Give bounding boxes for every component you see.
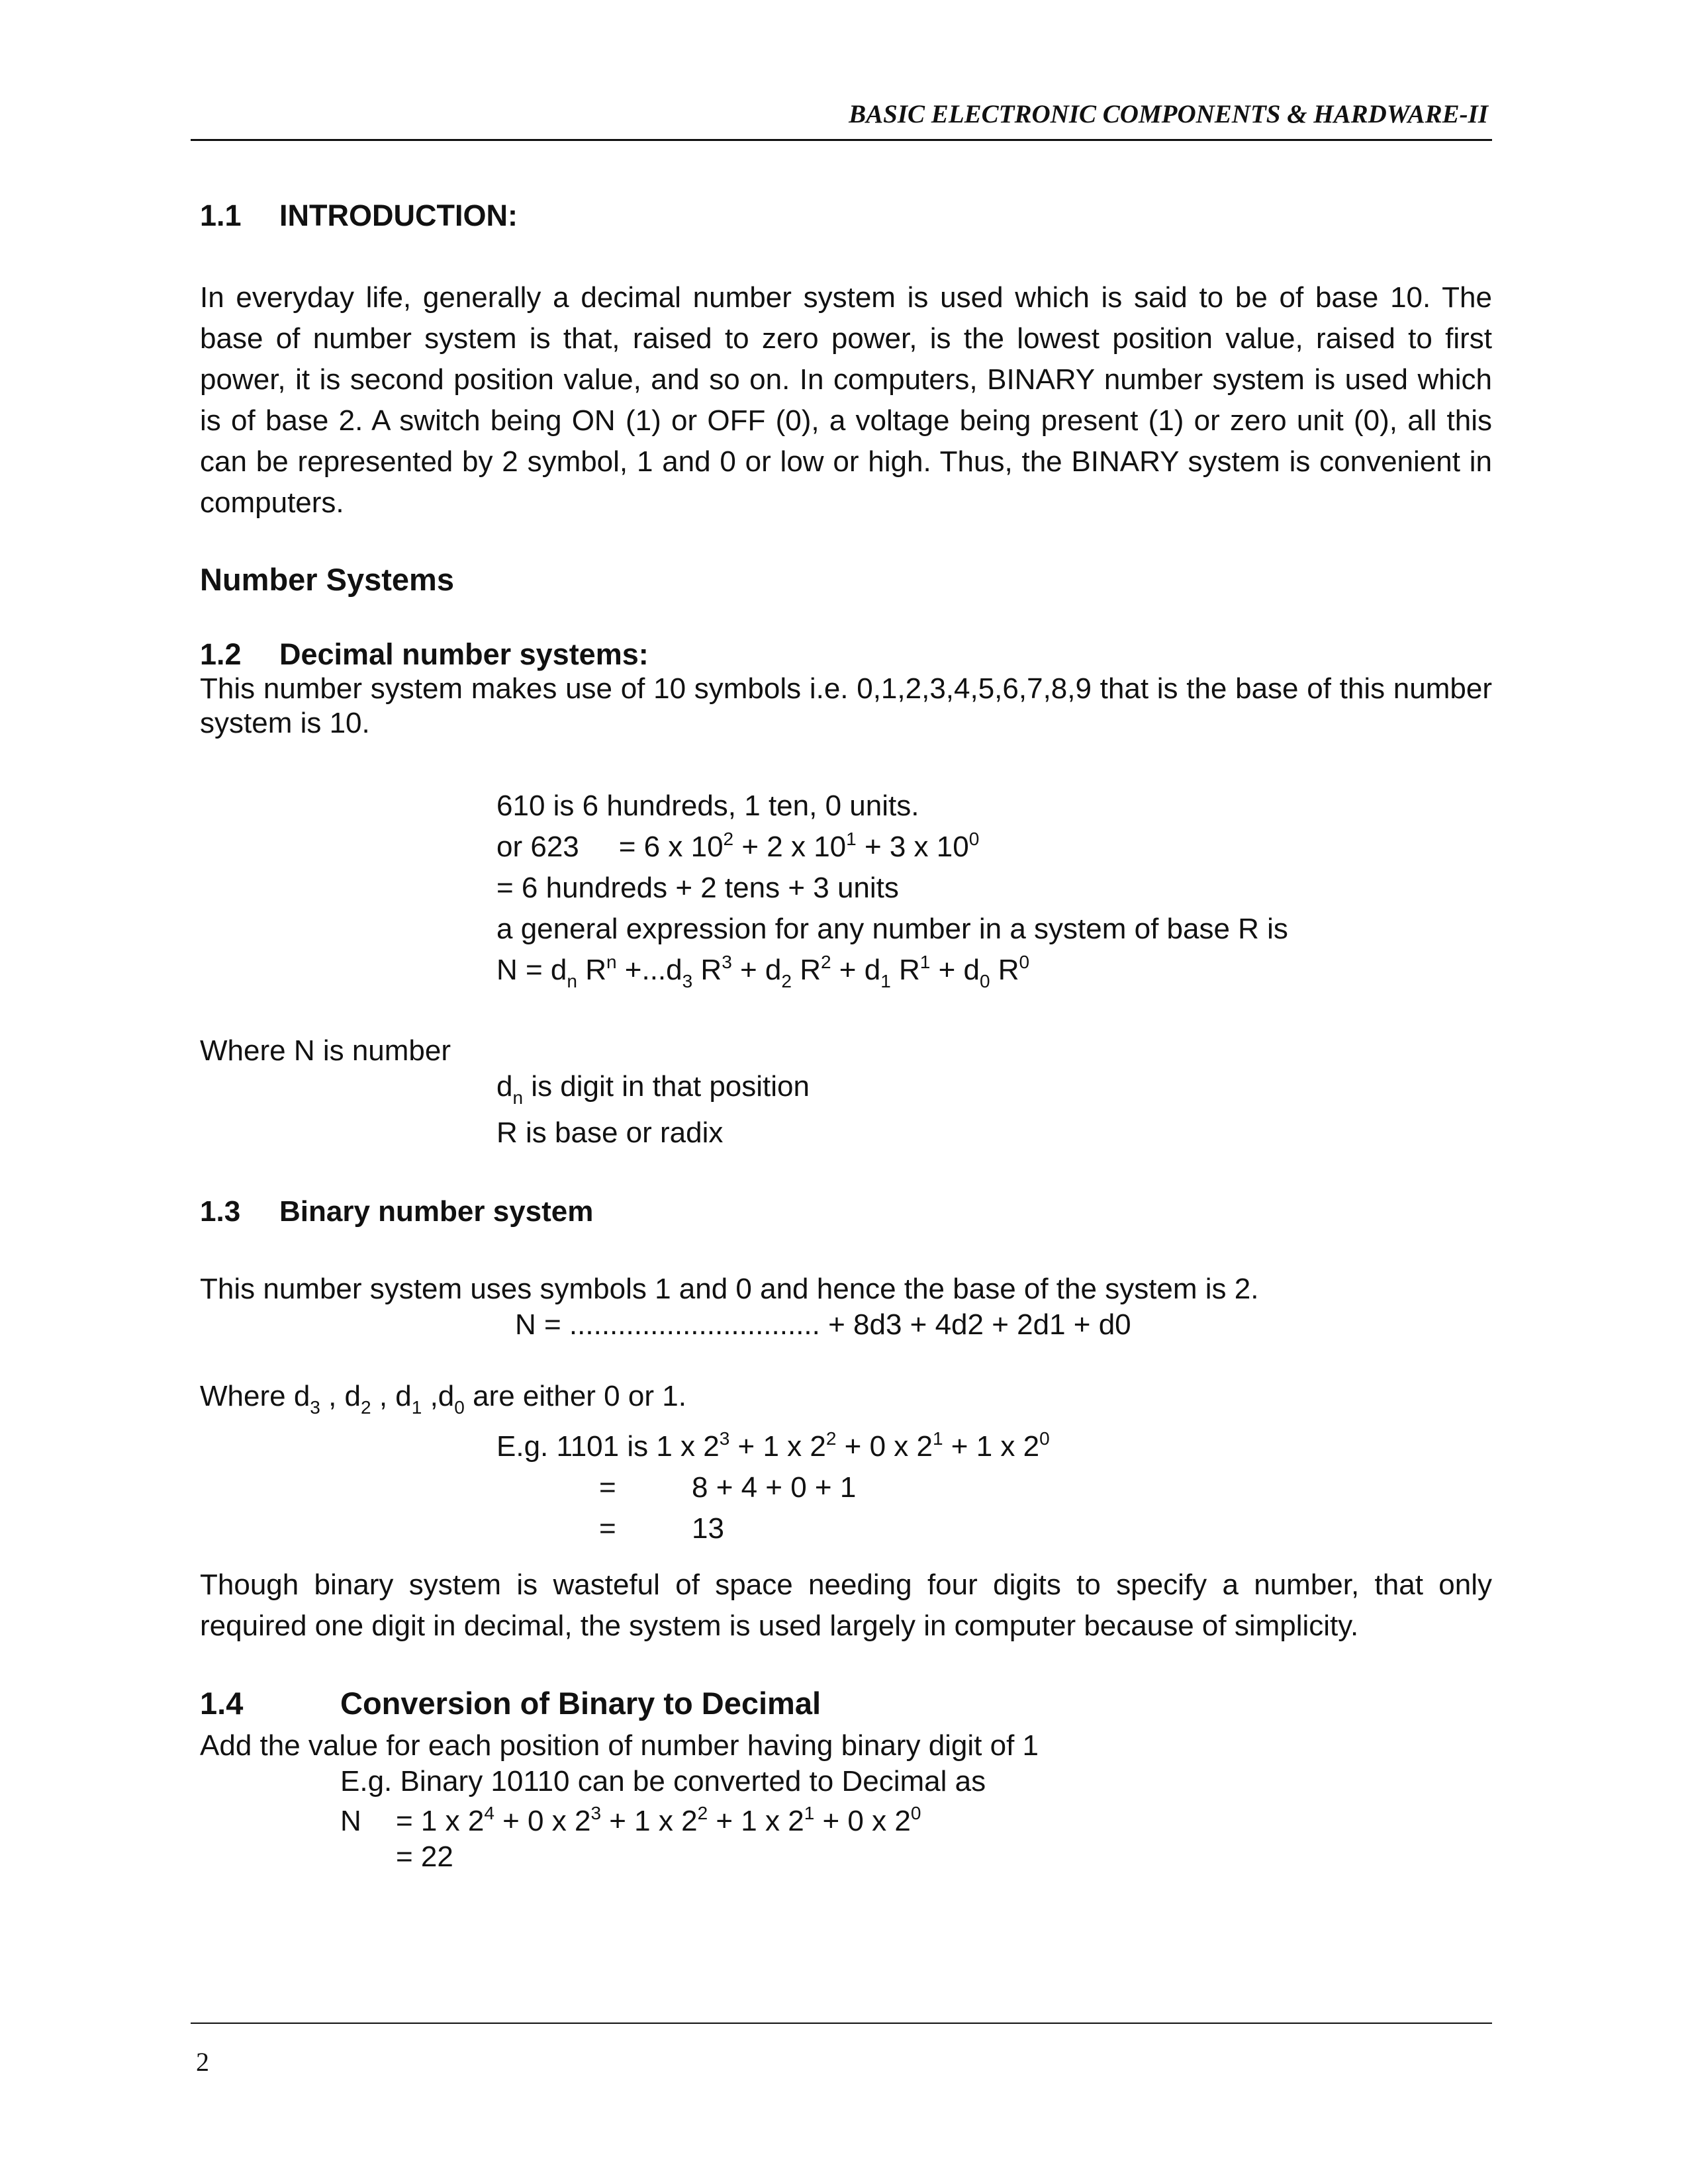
exponent: 4	[484, 1803, 494, 1823]
exponent: 2	[723, 829, 734, 849]
exponent: 2	[820, 952, 831, 972]
where-n-line: Where N is number	[200, 1034, 451, 1067]
exponent: 3	[719, 1428, 730, 1449]
term: R	[577, 954, 606, 986]
subscript: n	[567, 971, 577, 991]
equals-sign: =	[599, 1512, 616, 1545]
term: is digit in that position	[523, 1070, 810, 1103]
intro-paragraph: In everyday life, generally a decimal number system is used which is said to be of base 10. The base of number system is that, raised to zero power, is the lowest position value, raised to first power, it is second position value, and so on. In computers, BINARY number system is used which is of base 2. A switch being ON (1) or OFF (0), a voltage being present (1) or zero unit (0), all this can be represented by 2 symbol, 1 and 0 or low or high. Thus, the BINARY system is convenient in computers.	[200, 281, 1492, 519]
term: ,d	[422, 1380, 455, 1412]
binary-example-line	[496, 1430, 1050, 1464]
exponent: 1	[846, 829, 857, 849]
exponent: 3	[590, 1803, 602, 1823]
section-1-2-heading	[200, 637, 649, 672]
section-number: 1.2	[200, 637, 242, 671]
decimal-example-line-4: a general expression for any number in a system of base R is	[496, 913, 1288, 945]
term: + 0 x 2	[814, 1805, 911, 1837]
term: + 1 x 2	[601, 1805, 698, 1837]
subscript: n	[512, 1087, 524, 1108]
exponent: 1	[919, 952, 931, 972]
binary-equals-line-2	[599, 1512, 724, 1546]
subscript: 3	[682, 971, 693, 991]
term: N = d	[496, 954, 567, 986]
section-number: 1.4	[200, 1686, 244, 1721]
number-systems-heading: Number Systems	[200, 562, 454, 597]
section-title: Decimal number systems:	[279, 637, 649, 671]
conversion-result: = 22	[396, 1841, 453, 1873]
subscript: 0	[454, 1397, 465, 1418]
term: R	[692, 954, 722, 986]
section-title: Binary number system	[279, 1195, 594, 1228]
exponent: 0	[968, 829, 980, 849]
section-number: 1.1	[200, 199, 242, 232]
subscript: 3	[310, 1397, 320, 1418]
binary-intro-line: This number system uses symbols 1 and 0 and hence the base of the system is 2.	[200, 1273, 1259, 1305]
term: + 1 x 2	[943, 1430, 1040, 1463]
term: d	[496, 1070, 513, 1103]
footer-rule	[191, 2023, 1492, 2024]
decimal-example-line-2	[496, 830, 979, 864]
term: = 1 x 2	[396, 1805, 485, 1837]
exponent: 3	[722, 952, 732, 972]
where-r-line: R is base or radix	[496, 1116, 724, 1149]
section-1-1-heading	[200, 199, 518, 233]
term: +...d	[616, 954, 682, 986]
general-formula	[496, 952, 1030, 991]
exponent: 0	[1019, 952, 1030, 972]
where-d-line	[496, 1069, 810, 1108]
page-number: 2	[196, 2047, 209, 2077]
term: + 1 x 2	[729, 1430, 826, 1463]
n-label: N	[340, 1805, 361, 1837]
binary-equals-line-1	[599, 1471, 856, 1505]
decimal-example-line-3: = 6 hundreds + 2 tens + 3 units	[496, 872, 899, 904]
equals-sign: =	[599, 1471, 616, 1504]
conversion-line-1: Add the value for each position of number having binary digit of 1	[200, 1729, 1039, 1762]
term: , d	[371, 1380, 412, 1412]
exponent: 1	[932, 1428, 943, 1449]
exponent: 0	[910, 1803, 921, 1823]
section-number: 1.3	[200, 1195, 241, 1228]
term: + 1 x 2	[708, 1805, 804, 1837]
term: R	[791, 954, 821, 986]
exponent: n	[606, 952, 617, 972]
term: + d	[930, 954, 980, 986]
subscript: 0	[979, 971, 990, 991]
decimal-example-line-1: 610 is 6 hundreds, 1 ten, 0 units.	[496, 790, 919, 822]
subscript: 1	[411, 1397, 422, 1418]
header-rule	[191, 139, 1492, 141]
term: + 3 x 10	[856, 831, 969, 863]
exponent: 2	[697, 1803, 708, 1823]
term: + d	[831, 954, 881, 986]
example-prefix: or 623	[496, 831, 579, 863]
conversion-formula	[340, 1804, 921, 1839]
subscript: 2	[361, 1397, 371, 1418]
binary-formula: N = ............................... + 8d3 + 4d2 + 2d1 + d0	[515, 1308, 1131, 1341]
subscript: 2	[781, 971, 792, 991]
value: 8 + 4 + 0 + 1	[692, 1471, 857, 1504]
term: + d	[731, 954, 782, 986]
section-title: INTRODUCTION:	[279, 199, 518, 232]
binary-where-line	[200, 1379, 686, 1418]
term: are either 0 or 1.	[464, 1380, 686, 1412]
term: + 0 x 2	[836, 1430, 933, 1463]
term: Where d	[200, 1380, 310, 1412]
exponent: 1	[804, 1803, 815, 1823]
term: + 2 x 10	[733, 831, 847, 863]
value: 13	[692, 1512, 724, 1545]
term: R	[990, 954, 1019, 986]
exponent: 2	[825, 1428, 837, 1449]
subscript: 1	[880, 971, 891, 991]
section-1-4-heading	[200, 1685, 821, 1721]
term: R	[890, 954, 920, 986]
conversion-line-2: E.g. Binary 10110 can be converted to Decimal as	[340, 1765, 986, 1797]
decimal-paragraph: This number system makes use of 10 symbols i.e. 0,1,2,3,4,5,6,7,8,9 that is the base of this number system is 10.	[200, 672, 1492, 739]
section-1-3-heading	[200, 1195, 593, 1228]
term: E.g. 1101 is 1 x 2	[496, 1430, 720, 1463]
binary-conclusion-paragraph: Though binary system is wasteful of space needing four digits to specify a number, that only required one digit in decimal, the system is used largely in computer because of simplicity.	[200, 1569, 1492, 1642]
section-title: Conversion of Binary to Decimal	[340, 1686, 821, 1721]
term: , d	[320, 1380, 361, 1412]
term: + 0 x 2	[494, 1805, 591, 1837]
term: = 6 x 10	[618, 831, 724, 863]
running-header: BASIC ELECTRONIC COMPONENTS & HARDWARE-II	[849, 100, 1488, 128]
exponent: 0	[1039, 1428, 1050, 1449]
